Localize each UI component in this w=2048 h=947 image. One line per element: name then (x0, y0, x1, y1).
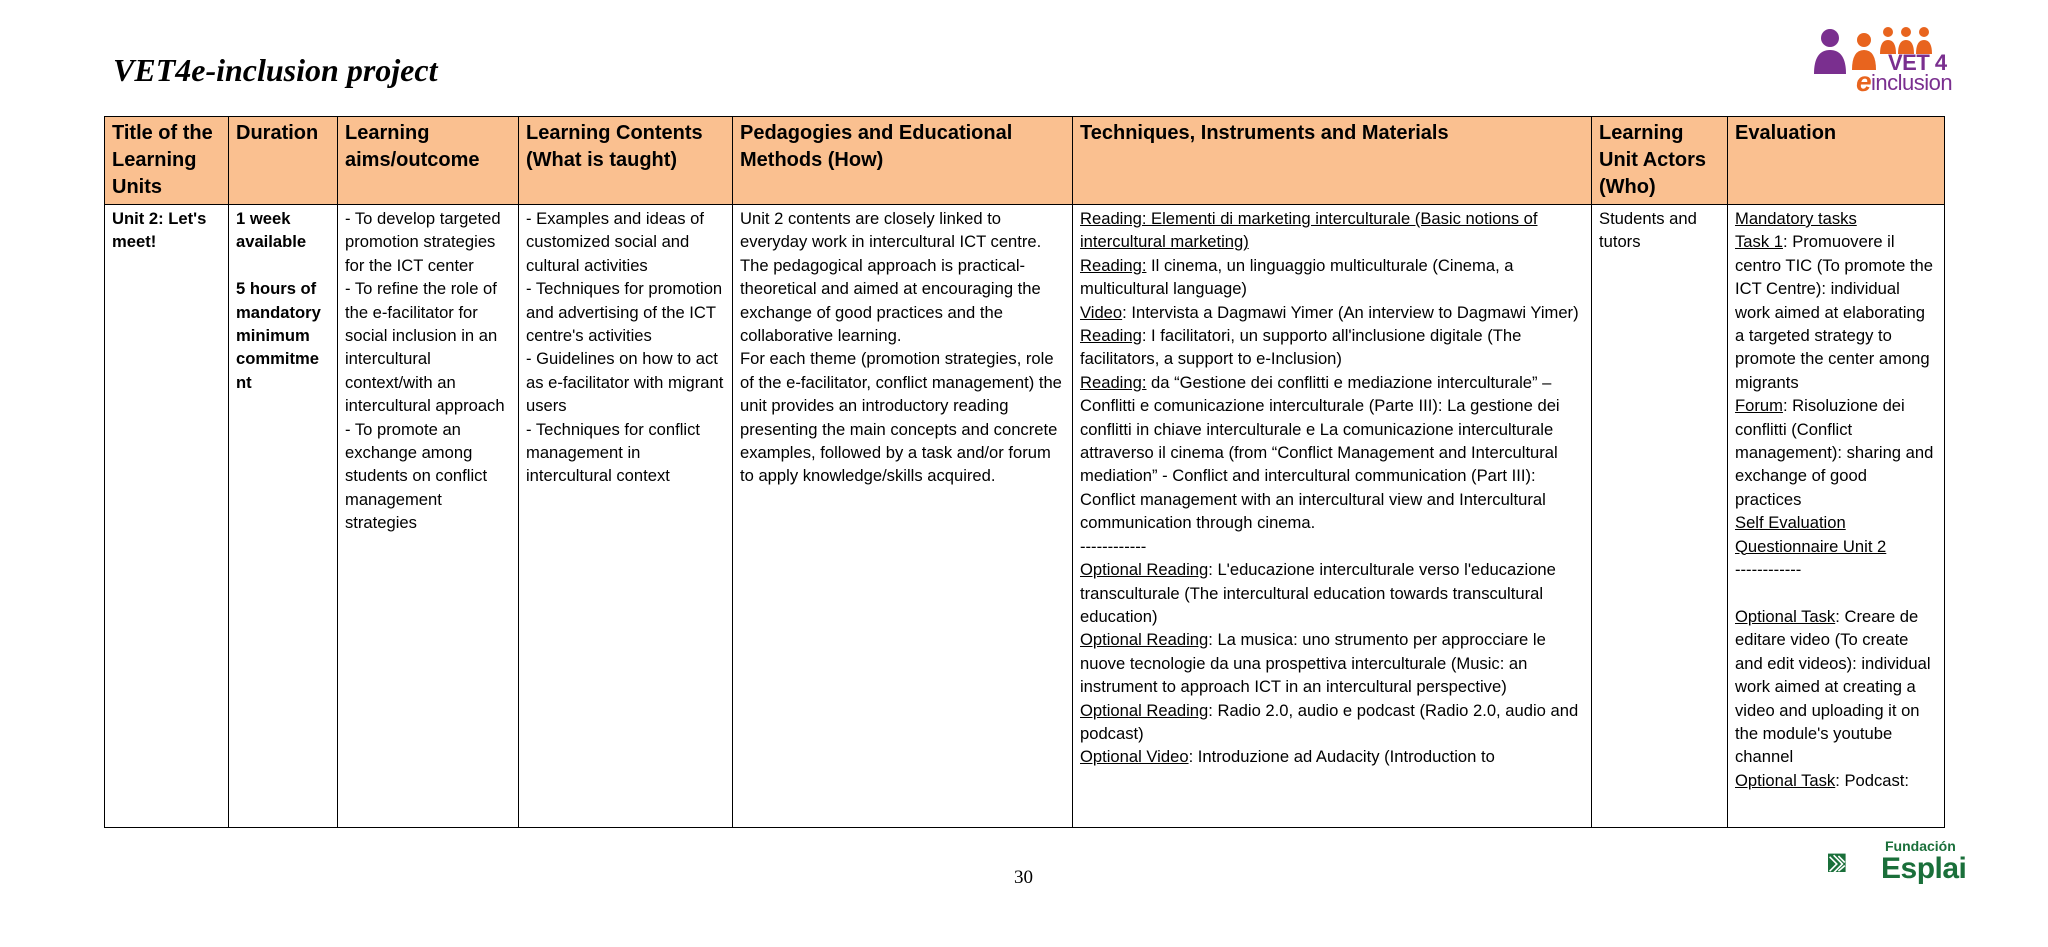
unit-title: Unit 2: Let's meet! (112, 209, 207, 252)
document-title: VET4e-inclusion project (113, 52, 438, 88)
material-text: : Intervista a Dagmawi Yimer (An interview to Dagmawi Yimer) (1122, 302, 1579, 322)
logo-text-fundacion: Fundación (1885, 838, 1956, 854)
material-text: da “Gestione dei conflitti e mediazione interculturale” – Conflitti e comunicazione interculturale (Parte III): La gestione dei conflitti in chiave interculturale e La comunicazione interculturale attraverso il cinema (from “Conflict Management and Intercultural mediation” - Conflict and intercultural communication (Part III): Conflict management with an intercultural view and Intercultural communication through cinema. (1080, 372, 1560, 533)
material-text: : Radio 2.0, audio e podcast (Radio 2.0, audio and podcast) (1080, 700, 1579, 743)
evaluation-item (1735, 511, 1937, 558)
evaluation-label[interactable]: Optional Task (1735, 606, 1836, 626)
evaluation-text: : Creare de editare video (To create and edit videos): individual work aimed at creating a video and uploading it on the module's youtube channel (1735, 606, 1931, 767)
column-header-pedagogies: Pedagogies and Educational Methods (How) (733, 117, 1073, 205)
column-header-aims: Learning aims/outcome (338, 117, 519, 205)
material-label[interactable]: Optional Reading (1080, 700, 1209, 720)
evaluation-text: : Podcast: (1835, 770, 1910, 790)
content-item: - Techniques for promotion and advertising of the ICT centre's activities (526, 279, 723, 346)
contents-cell (519, 205, 733, 828)
material-item (1080, 207, 1584, 254)
material-text: : I facilitatori, un supporto all'inclusione digitale (The facilitators, a support to e-Inclusion) (1080, 326, 1522, 369)
logo-text-esplai: Esplai (1881, 852, 1967, 885)
pedagogy-paragraph: The pedagogical approach is practical-theoretical and aimed at encouraging the exchange of good practices and the collaborative learning. (740, 255, 1041, 346)
column-header-techniques: Techniques, Instruments and Materials (1073, 117, 1592, 205)
evaluation-cell (1728, 205, 1945, 828)
evaluation-label[interactable]: Task 1 (1735, 232, 1783, 252)
content-item: - Techniques for conflict management in intercultural context (526, 419, 701, 486)
table-row (105, 205, 1945, 828)
column-header-title: Title of the Learning Units (105, 117, 229, 205)
material-item (1080, 301, 1584, 324)
logo-text-inclusion: inclusion (1871, 70, 1953, 95)
material-label[interactable]: Video (1080, 302, 1123, 322)
material-text: : La musica: uno strumento per approcciare le nuove tecnologie da una prospettiva interculturale (Music: an instrument to approach ICT in an intercultural perspective) (1080, 630, 1546, 697)
material-text: : Introduzione ad Audacity (Introduction to (1188, 747, 1495, 767)
page-number: 30 (1014, 867, 1033, 888)
evaluation-gap (1735, 582, 1937, 605)
techniques-cell (1073, 205, 1592, 828)
actors-text: Students and tutors (1599, 209, 1697, 252)
column-header-duration: Duration (229, 117, 338, 205)
logo-text-vet4: VET 4 (1888, 50, 1947, 75)
material-item (1080, 628, 1584, 698)
material-separator (1080, 535, 1584, 558)
fundacion-esplai-logo-icon (1828, 838, 1880, 890)
evaluation-item (1735, 207, 1937, 230)
actors-cell (1592, 205, 1728, 828)
evaluation-text: : Promuovere il centro TIC (To promote the ICT Centre): individual work aimed at elaborating a targeted strategy to promote the center among migrants (1735, 232, 1933, 392)
material-label[interactable]: Optional Reading (1080, 560, 1209, 580)
material-label[interactable]: Reading (1080, 326, 1142, 346)
material-item (1080, 254, 1584, 301)
table-header-row (105, 117, 1945, 205)
material-label[interactable]: Reading: (1080, 372, 1147, 392)
material-item (1080, 324, 1584, 371)
material-item (1080, 371, 1584, 535)
material-label[interactable]: Optional Video (1080, 747, 1189, 767)
evaluation-label[interactable]: Self Evaluation Questionnaire Unit 2 (1735, 513, 1887, 556)
material-label[interactable]: Reading: Elementi di marketing interculturale (Basic notions of intercultural marketing) (1080, 209, 1538, 252)
aim-item: - To promote an exchange among students on conflict management strategies (345, 419, 488, 533)
pedagogies-cell (733, 205, 1073, 828)
separator-text: ------------ (1735, 560, 1802, 580)
logo-text-e: e (1856, 66, 1872, 97)
aim-item: - To develop targeted promotion strategies for the ICT center (345, 209, 501, 275)
pedagogy-paragraph: Unit 2 contents are closely linked to everyday work in intercultural ICT centre. (740, 209, 1042, 252)
aim-item: - To refine the role of the e-facilitator for social inclusion in an intercultural context/with an intercultural approach (345, 279, 505, 416)
duration-availability: 1 week available (236, 209, 307, 252)
evaluation-label: Mandatory tasks (1735, 209, 1857, 228)
separator-text: ------------ (1080, 536, 1147, 556)
content-item: - Guidelines on how to act as e-facilitator with migrant users (526, 349, 724, 416)
evaluation-item (1735, 605, 1937, 769)
material-text: Il cinema, un linguaggio multiculturale (Cinema, a multicultural language) (1080, 255, 1514, 299)
evaluation-separator (1735, 558, 1937, 581)
column-header-contents: Learning Contents (What is taught) (519, 117, 733, 205)
material-item (1080, 558, 1584, 628)
learning-unit-table (104, 116, 1945, 828)
evaluation-label[interactable]: Optional Task (1735, 770, 1836, 790)
unit-title-cell (105, 205, 229, 828)
material-item (1080, 745, 1584, 768)
material-label[interactable]: Reading: (1080, 255, 1147, 275)
material-text: : L'educazione interculturale verso l'educazione transculturale (The intercultural education towards transcultural education) (1080, 560, 1556, 626)
column-header-evaluation: Evaluation (1728, 117, 1945, 205)
evaluation-item (1735, 769, 1937, 792)
material-label[interactable]: Optional Reading (1080, 630, 1209, 650)
aims-cell (338, 205, 519, 828)
evaluation-item (1735, 230, 1937, 394)
evaluation-label[interactable]: Forum (1735, 396, 1783, 416)
column-header-actors: Learning Unit Actors (Who) (1592, 117, 1728, 205)
duration-commitment: 5 hours of mandatory minimum commitme nt (236, 279, 321, 392)
content-item: - Examples and ideas of customized social and cultural activities (526, 209, 705, 275)
material-item (1080, 699, 1584, 746)
evaluation-item (1735, 394, 1937, 511)
duration-cell (229, 205, 338, 828)
pedagogy-paragraph: For each theme (promotion strategies, role of the e-facilitator, conflict management) the unit provides an introductory reading presenting the main concepts and concrete examples, followed by a task and/or forum to apply knowledge/skills acquired. (740, 349, 1062, 486)
evaluation-text: : Risoluzione dei conflitti (Conflict management): sharing and exchange of good practices (1735, 396, 1934, 509)
